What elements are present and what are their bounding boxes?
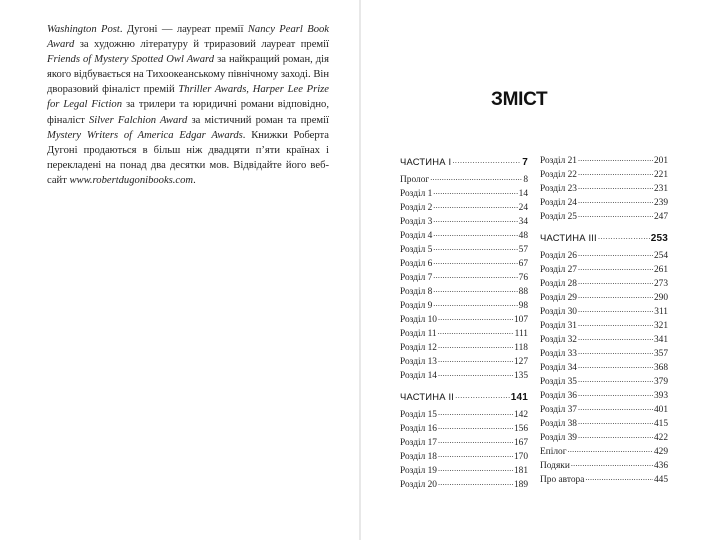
- toc-dot-leader: [433, 187, 517, 196]
- toc-entry-label: Розділ 19: [400, 466, 437, 476]
- bio-italic-award: Nancy Pearl Book Award: [47, 24, 329, 51]
- toc-entry-label: Розділ 27: [540, 265, 577, 275]
- toc-page-number: 401: [653, 405, 668, 415]
- toc-entry-label: Розділ 39: [540, 433, 577, 443]
- toc-dot-leader: [433, 257, 517, 266]
- toc-page-number: 111: [514, 329, 528, 339]
- toc-dot-leader: [433, 285, 517, 294]
- toc-entry-label: ЧАСТИНА I: [400, 156, 452, 167]
- toc-page-number: 135: [513, 371, 528, 381]
- bio-text: . Дугоні — лауреат премії: [119, 24, 248, 35]
- bio-italic-award: Mystery Writers of America Edgar Awards: [47, 129, 243, 141]
- bio-text: за художню літературу й триразовий лауреат премії: [74, 39, 329, 51]
- toc-page-number: 67: [518, 259, 528, 269]
- toc-dot-leader: [433, 229, 517, 238]
- toc-dot-leader: [455, 391, 510, 400]
- toc-entry-label: Розділ 4: [400, 231, 433, 241]
- toc-dot-leader: [571, 459, 653, 468]
- toc-page-number: 98: [518, 301, 528, 311]
- toc-dot-leader: [578, 249, 653, 258]
- toc-dot-leader: [578, 375, 653, 384]
- toc-entry-label: Розділ 28: [540, 279, 577, 289]
- toc-entry-label: Розділ 2: [400, 203, 433, 213]
- toc-dot-leader: [438, 313, 513, 322]
- bio-text: за найкращий роман, дія якого відбувається на Тихоокеанському північному заході. Він дворазовий фіналіст премій: [47, 54, 329, 96]
- bio-text: . Книжки Роберта Дугоні продаються в більш ніж двадцяти п’яти країнах і перекладені на понад два десятки мов. Відвідайте його веб-сайт: [47, 129, 329, 186]
- toc-dot-leader: [438, 422, 513, 431]
- toc-page-number: 167: [513, 438, 528, 448]
- toc-part-entry: [540, 232, 668, 246]
- toc-entry-label: Розділ 37: [540, 405, 577, 415]
- toc-page-number: 34: [518, 217, 528, 227]
- toc-page-number: 379: [653, 377, 668, 387]
- bio-italic-washington-post: Washington Post: [47, 24, 120, 35]
- toc-page-number: 429: [653, 447, 668, 457]
- toc-dot-leader: [578, 319, 653, 328]
- toc-dot-leader: [578, 417, 653, 426]
- toc-page-number: 48: [518, 231, 528, 241]
- toc-page-number: 393: [653, 391, 668, 401]
- toc-part-entry: [400, 391, 528, 405]
- toc-page-number: 189: [513, 480, 528, 490]
- toc-page-number: 156: [513, 424, 528, 434]
- toc-dot-leader: [578, 361, 653, 370]
- toc-entry-label: ЧАСТИНА II: [400, 391, 455, 402]
- toc-page-number: 76: [518, 273, 528, 283]
- toc-entry-label: Пролог: [400, 175, 430, 185]
- toc-title: ЗМІСТ: [491, 89, 548, 110]
- toc-dot-leader: [438, 369, 513, 378]
- toc-entry-label: Розділ 30: [540, 307, 577, 317]
- toc-dot-leader: [578, 182, 653, 191]
- toc-entry-label: Розділ 17: [400, 438, 437, 448]
- toc-entry-label: Розділ 10: [400, 315, 437, 325]
- toc-entry-label: Розділ 36: [540, 391, 577, 401]
- toc-entry-label: Розділ 14: [400, 371, 437, 381]
- toc-dot-leader: [578, 291, 653, 300]
- toc-dot-leader: [578, 305, 653, 314]
- toc-entry-label: Розділ 31: [540, 321, 577, 331]
- toc-entry-label: Розділ 22: [540, 170, 577, 180]
- toc-entry-label: Розділ 16: [400, 424, 437, 434]
- toc-right-column: [540, 156, 668, 489]
- toc-page-number: 107: [513, 315, 528, 325]
- toc-page-number: 254: [653, 251, 668, 261]
- toc-page-number: 141: [510, 392, 528, 403]
- bio-website-link: www.robertdugonibooks.com: [69, 174, 194, 186]
- toc-page-number: 181: [513, 466, 528, 476]
- toc-dot-leader: [438, 464, 513, 473]
- toc-page-number: 422: [653, 433, 668, 443]
- toc-dot-leader: [452, 156, 521, 165]
- toc-page-number: 201: [653, 156, 668, 166]
- toc-page-number: 273: [653, 279, 668, 289]
- toc-dot-leader: [578, 347, 653, 356]
- toc-dot-leader: [578, 277, 653, 286]
- toc-page-number: 445: [653, 475, 668, 485]
- toc-page-number: 357: [653, 349, 668, 359]
- toc-dot-leader: [578, 403, 653, 412]
- toc-entry-label: Розділ 18: [400, 452, 437, 462]
- toc-page-number: 247: [653, 212, 668, 222]
- bio-text: за трилери та юридичні романи відповідно, фіналіст: [47, 99, 329, 126]
- left-page: [0, 0, 359, 540]
- toc-page-number: 368: [653, 363, 668, 373]
- toc-entry-label: Розділ 11: [400, 329, 437, 339]
- toc-entry-label: Про автора: [540, 475, 585, 485]
- toc-entry-label: Розділ 38: [540, 419, 577, 429]
- toc-entry-label: Розділ 13: [400, 357, 437, 367]
- toc-dot-leader: [578, 154, 653, 163]
- toc-page-number: 341: [653, 335, 668, 345]
- toc-entry-label: Розділ 32: [540, 335, 577, 345]
- toc-page-number: 239: [653, 198, 668, 208]
- toc-page-number: 261: [653, 265, 668, 275]
- toc-entry-label: Розділ 7: [400, 273, 433, 283]
- toc-page-number: 231: [653, 184, 668, 194]
- toc-entry-label: Розділ 3: [400, 217, 433, 227]
- toc-left-column: [400, 156, 528, 494]
- toc-dot-leader: [438, 327, 514, 336]
- toc-dot-leader: [438, 450, 513, 459]
- toc-page-number: 253: [650, 233, 668, 244]
- toc-entry-label: Розділ 33: [540, 349, 577, 359]
- toc-page-number: 311: [654, 307, 668, 317]
- toc-page-number: 321: [653, 321, 668, 331]
- toc-entry-label: Розділ 8: [400, 287, 433, 297]
- toc-entry-label: Розділ 20: [400, 480, 437, 490]
- toc-dot-leader: [578, 168, 653, 177]
- toc-dot-leader: [568, 445, 653, 454]
- toc-entry-label: Розділ 6: [400, 259, 433, 269]
- toc-page-number: 142: [513, 410, 528, 420]
- toc-dot-leader: [433, 215, 517, 224]
- toc-dot-leader: [585, 473, 653, 482]
- toc-page-number: 118: [514, 343, 528, 353]
- toc-page-number: 221: [653, 170, 668, 180]
- toc-entry-label: Розділ 35: [540, 377, 577, 387]
- toc-page-number: 170: [513, 452, 528, 462]
- toc-entry-label: Розділ 5: [400, 245, 433, 255]
- toc-dot-leader: [598, 232, 650, 241]
- toc-page-number: 24: [518, 203, 528, 213]
- toc-dot-leader: [433, 299, 517, 308]
- toc-entry-label: Розділ 1: [400, 189, 433, 199]
- toc-entry-label: Епілог: [540, 447, 567, 457]
- toc-dot-leader: [578, 263, 653, 272]
- toc-page-number: 436: [653, 461, 668, 471]
- toc-dot-leader: [578, 333, 653, 342]
- toc-entry-label: Розділ 25: [540, 212, 577, 222]
- toc-dot-leader: [438, 355, 513, 364]
- toc-entry-label: Розділ 21: [540, 156, 577, 166]
- toc-part-entry: [400, 156, 528, 170]
- toc-page-number: 14: [518, 189, 528, 199]
- right-page: [361, 0, 720, 540]
- toc-page-number: 127: [513, 357, 528, 367]
- toc-page-number: 88: [518, 287, 528, 297]
- toc-page-number: 415: [653, 419, 668, 429]
- toc-entry-label: Розділ 24: [540, 198, 577, 208]
- toc-dot-leader: [438, 408, 513, 417]
- toc-dot-leader: [438, 478, 513, 487]
- author-bio-paragraph: [47, 22, 329, 188]
- toc-dot-leader: [578, 196, 653, 205]
- toc-entry: [400, 371, 528, 385]
- toc-dot-leader: [433, 201, 517, 210]
- toc-page-number: 290: [653, 293, 668, 303]
- toc-dot-leader: [438, 341, 513, 350]
- toc-entry-label: ЧАСТИНА III: [540, 232, 597, 243]
- toc-entry-label: Розділ 29: [540, 293, 577, 303]
- toc-entry-label: Розділ 9: [400, 301, 433, 311]
- toc-dot-leader: [578, 210, 653, 219]
- bio-text: .: [193, 174, 196, 186]
- toc-entry-label: Розділ 23: [540, 184, 577, 194]
- toc-page-number: 7: [522, 157, 528, 168]
- toc-entry-label: Розділ 12: [400, 343, 437, 353]
- toc-entry-label: Розділ 34: [540, 363, 577, 373]
- toc-entry-label: Розділ 26: [540, 251, 577, 261]
- toc-dot-leader: [433, 243, 517, 252]
- toc-page-number: 8: [523, 175, 528, 185]
- toc-dot-leader: [430, 173, 522, 182]
- toc-dot-leader: [578, 389, 653, 398]
- toc-dot-leader: [433, 271, 517, 280]
- bio-text: за містичний роман та премії: [187, 114, 330, 126]
- toc-entry-label: Розділ 15: [400, 410, 437, 420]
- toc-entry: [540, 212, 668, 226]
- toc-dot-leader: [438, 436, 513, 445]
- toc-entry-label: Подяки: [540, 461, 570, 471]
- bio-italic-award: Silver Falchion Award: [88, 114, 188, 126]
- toc-entry: [540, 475, 668, 489]
- toc-dot-leader: [578, 431, 653, 440]
- toc-entry: [400, 480, 528, 494]
- bio-italic-award: Thriller Awards, Harper Lee Prize for Legal Fiction: [47, 84, 330, 111]
- toc-page-number: 57: [518, 245, 528, 255]
- bio-italic-award: Friends of Mystery Spotted Owl Award: [47, 54, 215, 66]
